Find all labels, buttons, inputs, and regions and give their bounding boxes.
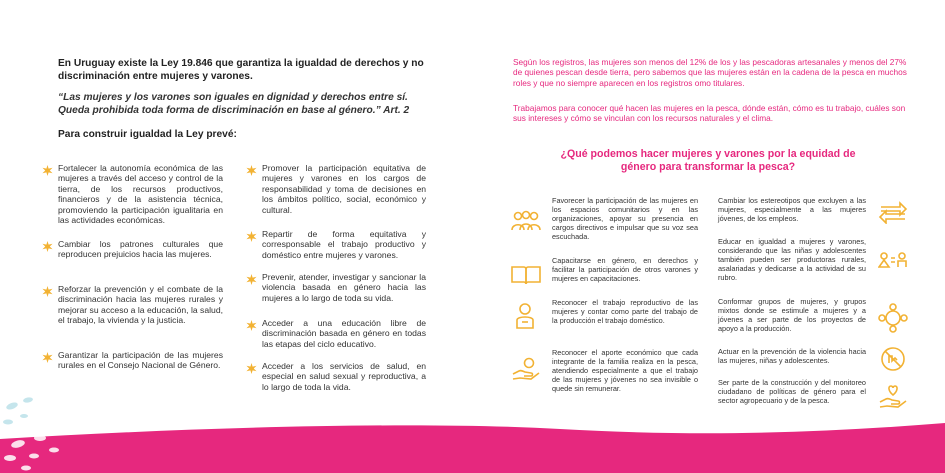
action-item: Capacitarse en género, en derechos y facilitar la participación de otros varones y mujeres en capacitaciones.: [552, 256, 698, 283]
action-item: Conformar grupos de mujeres, y grupos mixtos donde se estimule a mujeres y a jóvenes a ser parte de los proyectos de apoyo a la producción.: [718, 297, 866, 333]
star-bullet-icon: [246, 274, 257, 285]
hand-heart-icon: [878, 384, 908, 410]
list-item: [262, 361, 426, 392]
list-item-text: Acceder a una educación libre de discriminación basada en género en todas las etapas del ciclo educativo.: [262, 318, 426, 349]
list-item: [262, 163, 426, 215]
law-intro-text: En Uruguay existe la Ley 19.846 que garantiza la igualdad de derechos y no discriminación entre mujeres y varones.: [58, 58, 424, 82]
group-icon: [510, 210, 542, 234]
fishing-stats-paragraph: Según los registros, las mujeres son menos del 12% de los y las pescadoras artesanales y menos del 27% de quienes pescan desde tierra, pero sabemos que las mujeres están en la cadena de la pesca en muchos roles y que no siempre aparecen en los registros omo titulares.: [513, 57, 907, 88]
book-icon: [510, 264, 542, 286]
star-bullet-icon: [246, 320, 257, 331]
list-item: [262, 229, 426, 260]
section-question-title: ¿Qué podemos hacer mujeres y varones por la equidad de género para transformar la pesca?: [560, 148, 856, 173]
star-bullet-icon: [42, 241, 53, 252]
equality-icon: [878, 252, 908, 268]
action-item: Favorecer la participación de las mujeres en los espacios comunitarios y en las organizaciones, apoyar su presencia en cargos directivos e impulsar que su voz sea escuchada.: [552, 196, 698, 241]
list-item: [58, 284, 223, 326]
fish-decoration: [0, 392, 80, 473]
action-item: Educar en igualdad a mujeres y varones, considerando que las niñas y adolescentes también pueden ser productoras rurales, asalariadas y dedicarse a la actividad de su rubro.: [718, 237, 866, 282]
list-item-text: Repartir de forma equitativa y corresponsable el trabajo productivo y doméstico entre mujeres y varones.: [262, 229, 426, 260]
list-item-text: Fortalecer la autonomía económica de las mujeres a través del acceso y control de la tierra, de los recursos productivos, financieros y de la asistencia técnica, promoviendo la participación igualitaria en las actividades económicas.: [58, 163, 223, 226]
star-bullet-icon: [42, 352, 53, 363]
star-bullet-icon: [246, 231, 257, 242]
action-item: Cambiar los estereotipos que excluyen a las mujeres, especialmente a las mujeres jóvenes, de los empleos.: [718, 196, 866, 223]
star-bullet-icon: [246, 165, 257, 176]
research-paragraph: Trabajamos para conocer qué hacen las mujeres en la pesca, dónde están, cómo es tu trabajo, cuáles son sus intereses y cómo se vinculan con los recursos naturales y el clima.: [513, 103, 906, 124]
list-item-text: Acceder a los servicios de salud, en especial en salud sexual y reproductiva, a lo largo de toda la vida.: [262, 361, 426, 392]
person-icon: [514, 302, 536, 330]
list-item: [58, 163, 223, 225]
star-bullet-icon: [42, 286, 53, 297]
list-item-text: Reforzar la prevención y el combate de la discriminación hacia las mujeres rurales y mejorar su acceso a la educación, la salud, el trabajo, la vivienda y la justicia.: [58, 284, 223, 326]
arrows-exchange-icon: [878, 200, 908, 224]
list-item-text: Prevenir, atender, investigar y sancionar la violencia basada en género hacia las mujeres a lo largo de toda su vida.: [262, 272, 426, 303]
pink-wave-band: [0, 423, 945, 473]
network-icon: [878, 303, 908, 333]
action-item: Ser parte de la construcción y del monitoreo ciudadano de políticas de género para el sector agropecuario y de la pesca.: [718, 378, 866, 405]
law-provisions-heading: Para construir igualdad la Ley prevé:: [58, 129, 237, 140]
action-item: Reconocer el trabajo reproductivo de las mujeres y contar como parte del trabajo de la producción el trabajo doméstico.: [552, 298, 698, 325]
list-item: [58, 239, 223, 260]
action-item: Reconocer el aporte económico que cada integrante de la familia realiza en la pesca, atendiendo especialmente a que el trabajo de las mujeres y jóvenes no sea invisible o quede sin remunerar.: [552, 348, 698, 393]
law-article-quote: “Las mujeres y los varones son iguales en dignidad y derechos entre sí. Queda prohibida toda forma de discriminación en base al género.” Art. 2: [58, 92, 410, 116]
action-item: Actuar en la prevención de la violencia hacia las mujeres, niñas y adolescentes.: [718, 347, 866, 365]
star-bullet-icon: [42, 165, 53, 176]
hand-coin-icon: [511, 357, 541, 383]
list-item-text: Garantizar la participación de las mujeres rurales en el Consejo Nacional de Género.: [58, 350, 223, 371]
list-item: [58, 350, 223, 371]
list-item-text: Cambiar los patrones culturales que reproducen prejuicios hacia las mujeres.: [58, 239, 223, 260]
list-item: [262, 318, 426, 349]
no-violence-icon: [880, 346, 906, 372]
list-item: [262, 272, 426, 303]
list-item-text: Promover la participación equitativa de mujeres y varones en los cargos de responsabilidad y toma de decisiones en los ámbitos político, social, económico y cultural.: [262, 163, 426, 215]
star-bullet-icon: [246, 363, 257, 374]
